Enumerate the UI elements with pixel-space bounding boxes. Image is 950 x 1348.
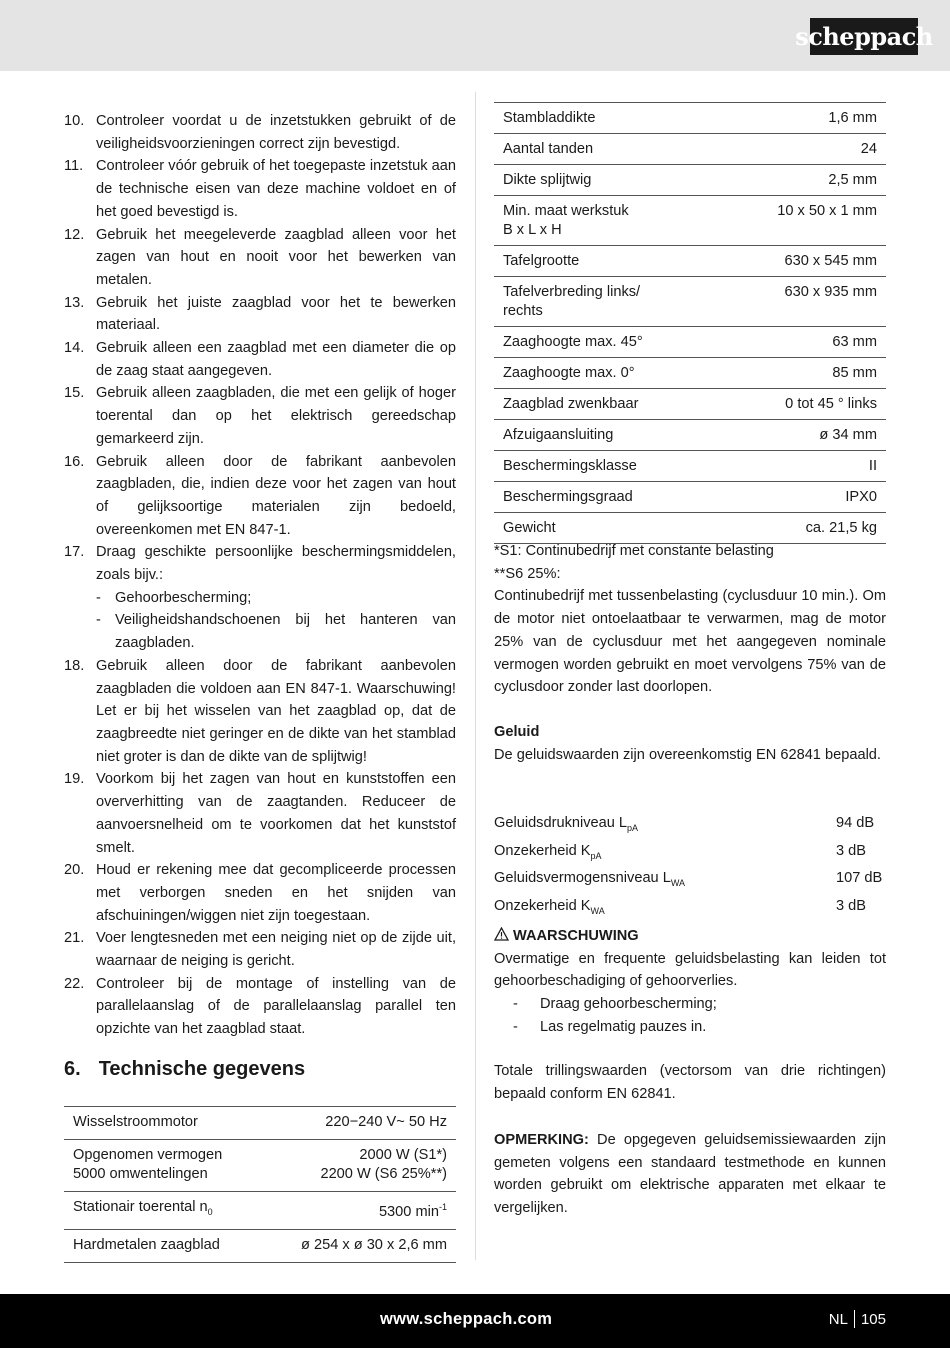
table-row bbox=[494, 165, 886, 196]
spec-label: Stambladdikte bbox=[494, 103, 718, 134]
header-bar bbox=[0, 0, 950, 71]
safety-list-item bbox=[64, 292, 456, 337]
table-row bbox=[494, 358, 886, 389]
table-row bbox=[494, 389, 886, 420]
noise-value: 3 dB bbox=[836, 842, 867, 859]
noise-heading: Geluid bbox=[494, 724, 540, 740]
spec-label: Stationair toerental $n_0$ bbox=[64, 1192, 262, 1230]
spec-value: 63 mm bbox=[718, 327, 886, 358]
noise-label: Onzekerheid $K_{pA}$ bbox=[494, 842, 602, 861]
spec-value: 10 x 50 x 1 mm bbox=[718, 196, 886, 246]
item-text: Gebruik het juiste zaagblad voor het te bewerken materiaal. bbox=[96, 294, 456, 334]
safety-list-item bbox=[64, 973, 456, 1041]
noise-row bbox=[494, 812, 886, 840]
item-text: Draag geschikte persoonlijke beschermingsmiddelen, zoals bijv.: bbox=[96, 544, 456, 584]
column-divider bbox=[475, 92, 476, 1260]
warning-triangle-icon bbox=[494, 927, 509, 941]
table-row bbox=[494, 482, 886, 513]
spec-value: 5300 $\min^{-1}$ bbox=[262, 1192, 456, 1230]
footnote-s1: *S1: Continubedrijf met constante belasting bbox=[494, 543, 774, 559]
spec-value: 1,6 mm bbox=[718, 103, 886, 134]
safety-list-item bbox=[64, 655, 456, 769]
sub-item: - Gehoorbescherming; bbox=[96, 589, 252, 606]
item-text: Houd er rekening mee dat gecompliceerde processen met verborgen sneden en het snijden van afschuiningen/wiggen niet zijn toegestaan. bbox=[96, 862, 456, 924]
item-number: 16. bbox=[64, 453, 85, 470]
language-code: NL bbox=[828, 1310, 848, 1328]
footer-url[interactable]: www.scheppach.com bbox=[380, 1310, 553, 1328]
spec-value: ca. 21,5 kg bbox=[718, 513, 886, 544]
item-text: Voer lengtesneden met een neiging niet op de zijde uit, waarnaar de neiging is gericht. bbox=[96, 930, 456, 970]
spec-value: IPX0 bbox=[718, 482, 886, 513]
spec-value: 85 mm bbox=[718, 358, 886, 389]
warning-title: WAARSCHUWING bbox=[494, 925, 886, 948]
spec-label: Beschermingsgraad bbox=[494, 482, 718, 513]
spec-label: Hardmetalen zaagblad bbox=[64, 1230, 262, 1263]
spec-label: Zaagblad zwenkbaar bbox=[494, 389, 718, 420]
spec-value: II bbox=[718, 451, 886, 482]
noise-label: Onzekerheid $K_{WA}$ bbox=[494, 898, 605, 917]
spec-label: Wisselstroommotor bbox=[64, 1107, 262, 1140]
safety-list-item bbox=[64, 224, 456, 292]
spec-value: 2,5 mm bbox=[718, 165, 886, 196]
table-row bbox=[64, 1107, 456, 1140]
safety-list-item bbox=[64, 541, 456, 655]
spec-label: Gewicht bbox=[494, 513, 718, 544]
item-number: 11. bbox=[64, 158, 84, 175]
noise-value: 94 dB bbox=[836, 815, 875, 831]
table-row bbox=[494, 277, 886, 327]
item-text: Gebruik het meegeleverde zaagblad alleen voor het zagen van hout en nooit voor het bewerken van metalen. bbox=[96, 226, 456, 288]
safety-list-item bbox=[64, 859, 456, 927]
item-text: Controleer voordat u de inzetstukken gebruikt of de veiligheidsvoorzieningen correct zijn bevestigd. bbox=[96, 113, 456, 152]
safety-list-item bbox=[64, 155, 456, 223]
table-row bbox=[494, 246, 886, 277]
spec-value: ø 254 x ø 30 x 2,6 mm bbox=[262, 1230, 456, 1263]
item-number: 21. bbox=[64, 930, 85, 947]
page-number: 105 bbox=[860, 1310, 886, 1328]
spec-value: 24 bbox=[718, 134, 886, 165]
item-number: 14. bbox=[64, 340, 85, 357]
section-title: Technische gegevens bbox=[98, 1058, 306, 1080]
warning-list bbox=[494, 993, 886, 1038]
section-heading bbox=[64, 1058, 305, 1081]
noise-row bbox=[494, 867, 886, 895]
item-text: Gebruik alleen door de fabrikant aanbevolen zaagbladen die voldoen aan EN 847-1. Waarschuwing! Let er bij het wisselen van het zaagblad op, dat de zaagbreedte niet geringer en de dikte van het stamblad niet groter is dan de dikte van de splijtwig! bbox=[96, 657, 456, 765]
item-number: 20. bbox=[64, 862, 85, 879]
footer-bar bbox=[0, 1294, 950, 1348]
spec-table-motor bbox=[64, 1106, 456, 1263]
duty-cycle-notes bbox=[494, 540, 886, 699]
spec-label: Afzuigaansluiting bbox=[494, 420, 718, 451]
spec-label: Beschermingsklasse bbox=[494, 451, 718, 482]
vibration-text: Totale trillingswaarden (vectorsom van drie richtingen) bepaald conform EN 62841. bbox=[494, 1063, 886, 1102]
item-number: 12. bbox=[64, 226, 85, 243]
item-text: Gebruik alleen door de fabrikant aanbevolen zaagbladen, die, indien deze voor het zagen van hout of gelijksoortige materialen zijn bedoeld, overeenkomen met EN 847-1. bbox=[96, 453, 456, 538]
table-row bbox=[494, 451, 886, 482]
warning-block bbox=[494, 925, 886, 1039]
safety-list-item bbox=[64, 382, 456, 450]
noise-label: Geluidsvermogensniveau $L_{WA}$ bbox=[494, 870, 686, 889]
item-text: Voorkom bij het zagen van hout en kunststoffen een oververhitting van de zaagtanden. Reduceer de aanvoersnelheid om te voorkomen dat het kunststof smelt. bbox=[96, 771, 456, 856]
safety-list bbox=[64, 110, 456, 1041]
safety-list-item bbox=[64, 337, 456, 382]
list-item: - Draag gehoorbescherming; bbox=[513, 996, 717, 1013]
spec-value: 2000 W (S1*) 2200 W (S6 25%**) bbox=[262, 1140, 456, 1192]
noise-intro: De geluidswaarden zijn overeenkomstig EN 62841 bepaald. bbox=[494, 746, 881, 763]
note-block bbox=[494, 1129, 886, 1220]
safety-list-item bbox=[64, 110, 456, 155]
spec-value: 630 x 935 mm bbox=[718, 277, 886, 327]
noise-row bbox=[494, 840, 886, 868]
item-number: 22. bbox=[64, 975, 85, 992]
item-number: 19. bbox=[64, 771, 85, 788]
noise-row bbox=[494, 895, 886, 923]
spec-label: Tafelgrootte bbox=[494, 246, 718, 277]
spec-table-saw bbox=[494, 102, 886, 544]
table-row bbox=[494, 513, 886, 544]
spec-label: Dikte splijtwig bbox=[494, 165, 718, 196]
item-text: Controleer vóór gebruik of het toegepaste inzetstuk aan de technische eisen van deze machine voldoet en of het goed bevestigd is. bbox=[96, 158, 456, 220]
spec-value: 630 x 545 mm bbox=[718, 246, 886, 277]
footer-separator bbox=[854, 1310, 855, 1328]
noise-value: 107 dB bbox=[836, 870, 883, 887]
page-indicator bbox=[829, 1310, 886, 1328]
item-number: 15. bbox=[64, 385, 85, 402]
section-number: 6. bbox=[64, 1058, 81, 1080]
noise-values bbox=[494, 812, 886, 923]
table-row bbox=[64, 1140, 456, 1192]
item-number: 17. bbox=[64, 544, 85, 561]
safety-list-item bbox=[64, 927, 456, 972]
item-number: 10. bbox=[64, 113, 85, 129]
spec-label: Zaaghoogte max. 45° bbox=[494, 327, 718, 358]
sub-item: - Veiligheidshandschoenen bij het hanteren van zaagbladen. bbox=[96, 612, 456, 652]
safety-list-item bbox=[64, 451, 456, 542]
noise-section bbox=[494, 721, 886, 766]
table-row bbox=[494, 196, 886, 246]
list-item: - Las regelmatig pauzes in. bbox=[513, 1018, 707, 1035]
warning-text: Overmatige en frequente geluidsbelasting kan leiden tot gehoorbeschadiging of gehoorverlies. bbox=[494, 950, 886, 990]
spec-label: Aantal tanden bbox=[494, 134, 718, 165]
table-row bbox=[494, 420, 886, 451]
brand-logo: scheppach bbox=[810, 18, 918, 55]
item-number: 18. bbox=[64, 657, 85, 674]
item-text: Gebruik alleen zaagbladen, die met een gelijk of hoger toerental dan op het elektrisch gereedschap gemarkeerd zijn. bbox=[96, 385, 456, 447]
item-text: Controleer bij de montage of instelling van de parallelaanslag of de parallelaanslag parallel ten opzichte van het zaagblad staat. bbox=[96, 975, 456, 1038]
safety-list-item bbox=[64, 768, 456, 859]
spec-label: Min. maat werkstuk B x L x H bbox=[494, 196, 718, 246]
table-row bbox=[64, 1192, 456, 1230]
spec-value: 220−240 V~ 50 Hz bbox=[262, 1107, 456, 1140]
item-number: 13. bbox=[64, 294, 85, 311]
note-text: De opgegeven geluidsemissiewaarden zijn gemeten volgens een standaard testmethode en kunnen worden gebruikt om elektrische apparaten met elkaar te vergelijken. bbox=[494, 1132, 886, 1217]
spec-value: ø 34 mm bbox=[718, 420, 886, 451]
table-row bbox=[494, 327, 886, 358]
table-row bbox=[494, 103, 886, 134]
note-label: OPMERKING: bbox=[494, 1132, 589, 1148]
table-row bbox=[64, 1230, 456, 1263]
noise-label: Geluidsdrukniveau $L_{pA}$ bbox=[494, 815, 639, 833]
footnote-s6-title: **S6 25%: bbox=[494, 565, 561, 582]
spec-value: 0 tot 45 ° links bbox=[718, 389, 886, 420]
noise-value: 3 dB bbox=[836, 898, 867, 915]
table-row bbox=[494, 134, 886, 165]
item-text: Gebruik alleen een zaagblad met een diameter die op de zaag staat aangegeven. bbox=[96, 340, 456, 379]
spec-label: Tafelverbreding links/ rechts bbox=[494, 277, 718, 327]
safety-instructions bbox=[64, 110, 456, 1041]
spec-label: Opgenomen vermogen 5000 omwentelingen bbox=[64, 1140, 262, 1192]
footnote-s6-text: Continubedrijf met tussenbelasting (cyclusduur 10 min.). Om de motor niet ontoelaatbaar te verwarmen, mag de motor 25% van de cyclusduur met het aangegeven nominale vermogen worden gebruikt en moet vervolgens 75% van de cyclusdoor zonder last doorlopen. bbox=[494, 588, 886, 696]
spec-label: Zaaghoogte max. 0° bbox=[494, 358, 718, 389]
